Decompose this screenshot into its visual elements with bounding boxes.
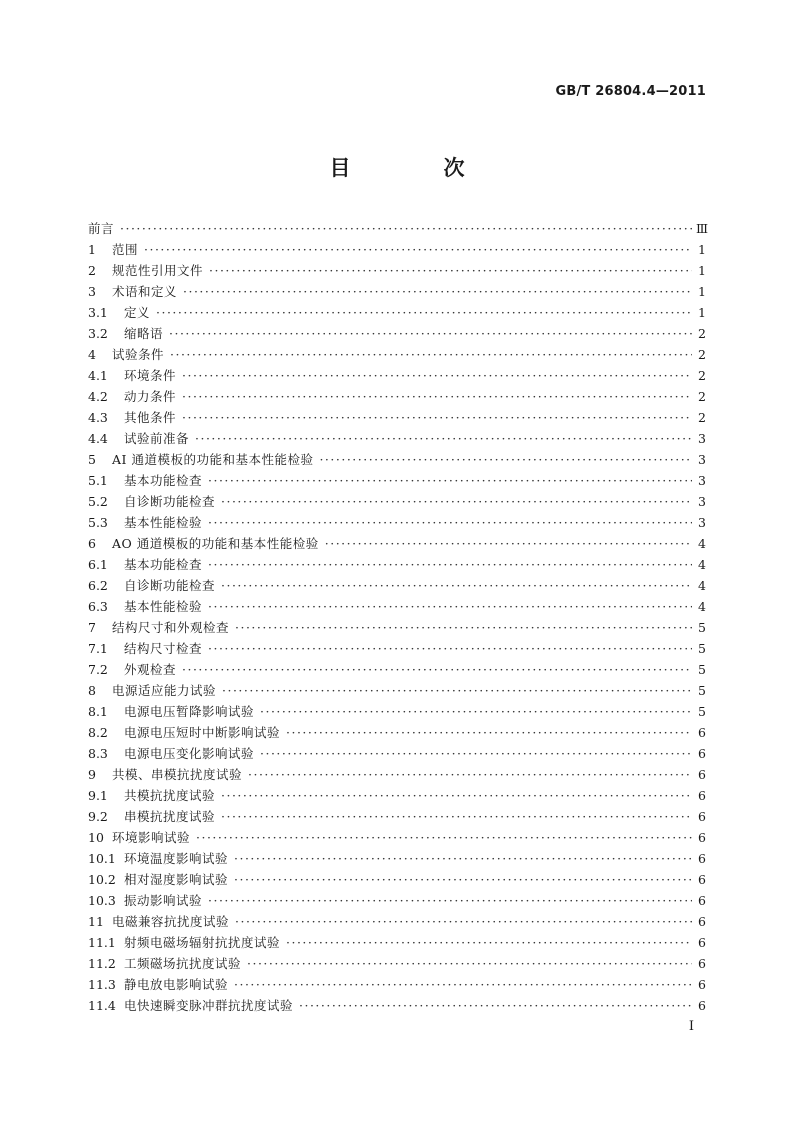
table-of-contents bbox=[88, 218, 709, 1016]
toc-entry-title: 前言 bbox=[88, 221, 115, 236]
toc-entry-page: 3 bbox=[698, 452, 706, 467]
toc-entry-page: 4 bbox=[698, 578, 706, 593]
toc-entry-title: 试验条件 bbox=[112, 347, 165, 362]
toc-entry-page: 5 bbox=[698, 620, 706, 635]
toc-entry[interactable] bbox=[88, 323, 706, 344]
toc-entry[interactable] bbox=[88, 680, 706, 701]
toc-entry[interactable] bbox=[88, 806, 706, 827]
dot-leader bbox=[221, 785, 692, 806]
dot-leader bbox=[170, 344, 692, 365]
toc-entry[interactable] bbox=[88, 239, 706, 260]
toc-entry-title: 试验前准备 bbox=[124, 431, 190, 446]
dot-leader bbox=[325, 533, 692, 554]
dot-leader bbox=[208, 890, 692, 911]
toc-entry-title: AO 通道模板的功能和基本性能检验 bbox=[112, 536, 319, 551]
toc-entry-number: 8 bbox=[88, 683, 96, 698]
toc-entry-title: 环境条件 bbox=[124, 368, 177, 383]
toc-entry-page: 6 bbox=[698, 809, 706, 824]
toc-entry[interactable] bbox=[88, 932, 706, 953]
dot-leader bbox=[182, 659, 692, 680]
dot-leader bbox=[120, 218, 692, 239]
dot-leader bbox=[195, 428, 692, 449]
toc-entry[interactable] bbox=[88, 449, 706, 470]
dot-leader bbox=[221, 806, 692, 827]
toc-entry[interactable] bbox=[88, 365, 706, 386]
dot-leader bbox=[221, 575, 692, 596]
dot-leader bbox=[144, 239, 692, 260]
toc-entry-title: 电源电压暂降影响试验 bbox=[124, 704, 255, 719]
toc-entry-number: 4.3 bbox=[88, 410, 108, 425]
toc-entry[interactable] bbox=[88, 869, 706, 890]
toc-entry-title: 定义 bbox=[124, 305, 151, 320]
toc-entry[interactable] bbox=[88, 617, 706, 638]
toc-entry-page: 6 bbox=[698, 956, 706, 971]
toc-entry-number: 3.1 bbox=[88, 305, 108, 320]
toc-entry-number: 11.1 bbox=[88, 935, 116, 950]
toc-entry[interactable] bbox=[88, 743, 706, 764]
dot-leader bbox=[235, 911, 692, 932]
dot-leader bbox=[208, 470, 692, 491]
toc-entry-page: 6 bbox=[698, 830, 706, 845]
toc-entry[interactable] bbox=[88, 260, 706, 281]
toc-entry-number: 8.3 bbox=[88, 746, 108, 761]
toc-entry-page: 2 bbox=[698, 389, 706, 404]
toc-entry[interactable] bbox=[88, 638, 706, 659]
dot-leader bbox=[286, 722, 692, 743]
toc-entry-title: 电源适应能力试验 bbox=[112, 683, 217, 698]
toc-entry-number: 6.1 bbox=[88, 557, 108, 572]
toc-entry-page: 6 bbox=[698, 893, 706, 908]
toc-entry-number: 5.2 bbox=[88, 494, 108, 509]
dot-leader bbox=[234, 869, 692, 890]
toc-entry-title: 结构尺寸检查 bbox=[124, 641, 203, 656]
dot-leader bbox=[286, 932, 692, 953]
standard-code: GB/T 26804.4—2011 bbox=[555, 84, 706, 99]
toc-entry-title: 缩略语 bbox=[124, 326, 164, 341]
toc-entry[interactable] bbox=[88, 890, 706, 911]
toc-entry-number: 5.1 bbox=[88, 473, 108, 488]
toc-entry-page: 6 bbox=[698, 767, 706, 782]
toc-entry[interactable] bbox=[88, 344, 706, 365]
toc-entry-title: AI 通道模板的功能和基本性能检验 bbox=[112, 452, 314, 467]
toc-entry-number: 10 bbox=[88, 830, 104, 845]
dot-leader bbox=[208, 596, 692, 617]
toc-entry-number: 6 bbox=[88, 536, 96, 551]
dot-leader bbox=[234, 848, 692, 869]
toc-entry[interactable] bbox=[88, 407, 706, 428]
toc-entry-page: 6 bbox=[698, 935, 706, 950]
toc-entry-number: 11 bbox=[88, 914, 104, 929]
toc-entry-page: 6 bbox=[698, 914, 706, 929]
toc-entry-page: 4 bbox=[698, 536, 706, 551]
dot-leader bbox=[182, 386, 692, 407]
toc-entry-number: 4 bbox=[88, 347, 96, 362]
toc-entry-title: 自诊断功能检查 bbox=[124, 494, 216, 509]
toc-entry-title: 自诊断功能检查 bbox=[124, 578, 216, 593]
toc-entry-number: 5 bbox=[88, 452, 96, 467]
toc-entry[interactable] bbox=[88, 785, 706, 806]
toc-entry-page: Ⅲ bbox=[696, 221, 709, 236]
dot-leader bbox=[156, 302, 692, 323]
toc-entry-page: 3 bbox=[698, 515, 706, 530]
toc-entry-number: 2 bbox=[88, 263, 96, 278]
toc-entry[interactable] bbox=[88, 911, 706, 932]
toc-entry-number: 3 bbox=[88, 284, 96, 299]
toc-entry-page: 5 bbox=[698, 704, 706, 719]
toc-entry-page: 5 bbox=[698, 683, 706, 698]
toc-entry-page: 6 bbox=[698, 977, 706, 992]
toc-entry-page: 6 bbox=[698, 746, 706, 761]
toc-entry-page: 6 bbox=[698, 725, 706, 740]
dot-leader bbox=[208, 638, 692, 659]
toc-entry-title: 结构尺寸和外观检查 bbox=[112, 620, 230, 635]
toc-entry-page: 6 bbox=[698, 851, 706, 866]
dot-leader bbox=[182, 407, 692, 428]
toc-entry-title: 电源电压变化影响试验 bbox=[124, 746, 255, 761]
toc-entry[interactable] bbox=[88, 953, 706, 974]
toc-entry-page: 2 bbox=[698, 326, 706, 341]
toc-entry-title: 静电放电影响试验 bbox=[124, 977, 229, 992]
toc-entry-page: 6 bbox=[698, 998, 706, 1013]
toc-entry-page: 2 bbox=[698, 410, 706, 425]
toc-entry-title: 基本功能检查 bbox=[124, 473, 203, 488]
toc-entry[interactable] bbox=[88, 995, 706, 1016]
toc-entry-title: 基本性能检验 bbox=[124, 515, 203, 530]
toc-entry-number: 6.2 bbox=[88, 578, 108, 593]
toc-entry-title: 电快速瞬变脉冲群抗扰度试验 bbox=[124, 998, 294, 1013]
toc-entry-number: 10.1 bbox=[88, 851, 116, 866]
toc-entry[interactable] bbox=[88, 470, 706, 491]
toc-entry-number: 4.2 bbox=[88, 389, 108, 404]
toc-entry-page: 3 bbox=[698, 473, 706, 488]
toc-entry[interactable] bbox=[88, 281, 706, 302]
toc-entry-number: 5.3 bbox=[88, 515, 108, 530]
toc-entry-title: 范围 bbox=[112, 242, 139, 257]
toc-entry-number: 8.2 bbox=[88, 725, 108, 740]
dot-leader bbox=[319, 449, 692, 470]
dot-leader bbox=[260, 743, 692, 764]
toc-entry-number: 11.4 bbox=[88, 998, 116, 1013]
toc-entry-title: 环境影响试验 bbox=[112, 830, 191, 845]
dot-leader bbox=[208, 512, 692, 533]
toc-entry-title: 共模、串模抗扰度试验 bbox=[112, 767, 243, 782]
toc-entry[interactable] bbox=[88, 848, 706, 869]
toc-entry-title: 基本功能检查 bbox=[124, 557, 203, 572]
toc-entry-page: 6 bbox=[698, 788, 706, 803]
toc-entry-title: 外观检查 bbox=[124, 662, 177, 677]
toc-entry[interactable] bbox=[88, 827, 706, 848]
toc-entry-page: 4 bbox=[698, 599, 706, 614]
toc-entry-page: 1 bbox=[698, 284, 706, 299]
toc-entry-page: 6 bbox=[698, 872, 706, 887]
page-folio: I bbox=[688, 1019, 694, 1034]
toc-entry-number: 9 bbox=[88, 767, 96, 782]
dot-leader bbox=[209, 260, 692, 281]
toc-entry-page: 1 bbox=[698, 305, 706, 320]
dot-leader bbox=[299, 995, 692, 1016]
toc-entry[interactable] bbox=[88, 386, 706, 407]
toc-entry-title: 工频磁场抗扰度试验 bbox=[124, 956, 242, 971]
toc-entry-title: 其他条件 bbox=[124, 410, 177, 425]
toc-entry-number: 7.2 bbox=[88, 662, 108, 677]
toc-entry-number: 1 bbox=[88, 242, 96, 257]
dot-leader bbox=[248, 764, 692, 785]
toc-entry-title: 相对湿度影响试验 bbox=[124, 872, 229, 887]
dot-leader bbox=[196, 827, 692, 848]
toc-entry-page: 3 bbox=[698, 494, 706, 509]
toc-entry[interactable] bbox=[88, 659, 706, 680]
toc-entry-title: 射频电磁场辐射抗扰度试验 bbox=[124, 935, 281, 950]
toc-entry-number: 7 bbox=[88, 620, 96, 635]
toc-entry-number: 7.1 bbox=[88, 641, 108, 656]
toc-entry-page: 2 bbox=[698, 347, 706, 362]
toc-title: 目 次 bbox=[329, 156, 501, 180]
toc-entry-title: 电源电压短时中断影响试验 bbox=[124, 725, 281, 740]
dot-leader bbox=[169, 323, 692, 344]
dot-leader bbox=[235, 617, 692, 638]
toc-entry-page: 5 bbox=[698, 662, 706, 677]
toc-entry[interactable] bbox=[88, 596, 706, 617]
toc-entry-number: 6.3 bbox=[88, 599, 108, 614]
dot-leader bbox=[247, 953, 692, 974]
toc-entry[interactable] bbox=[88, 218, 709, 239]
toc-entry[interactable] bbox=[88, 701, 706, 722]
toc-entry-number: 10.2 bbox=[88, 872, 116, 887]
toc-entry-number: 8.1 bbox=[88, 704, 108, 719]
dot-leader bbox=[234, 974, 692, 995]
dot-leader bbox=[260, 701, 692, 722]
dot-leader bbox=[183, 281, 692, 302]
toc-entry-number: 4.1 bbox=[88, 368, 108, 383]
toc-entry-title: 术语和定义 bbox=[112, 284, 178, 299]
toc-entry[interactable] bbox=[88, 533, 706, 554]
toc-entry-title: 振动影响试验 bbox=[124, 893, 203, 908]
toc-entry-page: 1 bbox=[698, 263, 706, 278]
toc-entry-title: 环境温度影响试验 bbox=[124, 851, 229, 866]
toc-entry[interactable] bbox=[88, 491, 706, 512]
dot-leader bbox=[208, 554, 692, 575]
toc-entry[interactable] bbox=[88, 428, 706, 449]
dot-leader bbox=[222, 680, 692, 701]
toc-entry-title: 动力条件 bbox=[124, 389, 177, 404]
toc-entry-number: 3.2 bbox=[88, 326, 108, 341]
dot-leader bbox=[182, 365, 692, 386]
toc-entry[interactable] bbox=[88, 554, 706, 575]
toc-entry[interactable] bbox=[88, 575, 706, 596]
toc-entry[interactable] bbox=[88, 512, 706, 533]
toc-entry-page: 2 bbox=[698, 368, 706, 383]
toc-entry[interactable] bbox=[88, 974, 706, 995]
toc-entry-title: 规范性引用文件 bbox=[112, 263, 204, 278]
toc-entry-number: 9.2 bbox=[88, 809, 108, 824]
toc-entry-number: 11.2 bbox=[88, 956, 116, 971]
toc-entry[interactable] bbox=[88, 764, 706, 785]
dot-leader bbox=[221, 491, 692, 512]
toc-entry[interactable] bbox=[88, 722, 706, 743]
toc-entry-page: 5 bbox=[698, 641, 706, 656]
toc-entry-page: 1 bbox=[698, 242, 706, 257]
toc-entry-number: 4.4 bbox=[88, 431, 108, 446]
toc-entry-page: 3 bbox=[698, 431, 706, 446]
toc-entry-title: 串模抗扰度试验 bbox=[124, 809, 216, 824]
toc-entry-number: 10.3 bbox=[88, 893, 116, 908]
toc-entry-page: 4 bbox=[698, 557, 706, 572]
toc-entry-title: 基本性能检验 bbox=[124, 599, 203, 614]
toc-entry-number: 9.1 bbox=[88, 788, 108, 803]
toc-entry-title: 共模抗扰度试验 bbox=[124, 788, 216, 803]
toc-entry-number: 11.3 bbox=[88, 977, 116, 992]
toc-entry-title: 电磁兼容抗扰度试验 bbox=[112, 914, 230, 929]
toc-entry[interactable] bbox=[88, 302, 706, 323]
